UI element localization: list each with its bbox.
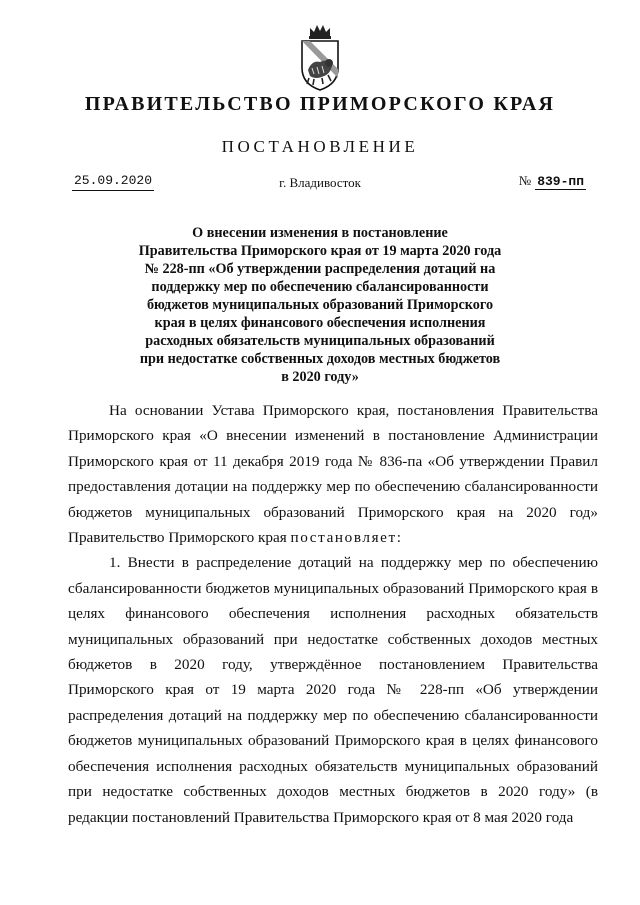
document-number-value: 839-пп bbox=[537, 174, 584, 189]
body-paragraph-1 bbox=[68, 398, 598, 550]
document-date: 25.09.2020 bbox=[72, 172, 154, 191]
heading-line: О внесении изменения в постановление bbox=[192, 225, 448, 241]
document-body bbox=[68, 398, 598, 830]
document-type: ПОСТАНОВЛЕНИЕ bbox=[221, 137, 419, 156]
body-paragraph-2: 1. Внести в распределение дотаций на поддержку мер по обеспечению сбалансированности бюджетов муниципальных образований Приморского края в целях финансового обеспечения исполнения расходных обязательств муниципальных образований при недостатке собственных доходов местных бюджетов в 2020 году, утверждённое постановлением Правительства Приморского края от 19 марта 2020 года № 228-пп «Об утверждении распределения дотаций на поддержку мер по обеспечению сбалансированности бюджетов муниципальных образований Приморского края в целях финансового обеспечения исполнения расходных обязательств муниципальных образований при недостатке собственных доходов местных бюджетов в 2020 году» (в редакции постановлений Правительства Приморского края от 8 мая 2020 года bbox=[68, 554, 598, 826]
heading-line: № 228-пп «Об утверждении распределения дотаций на bbox=[144, 261, 496, 277]
paragraph-1-text: На основании Устава Приморского края, постановления Правительства Приморского края «О внесении изменений в постановление Администрации Приморского края от 11 декабря 2019 года № 836-па «Об утверждении Правил предоставления дотации на поддержку мер по обеспечению сбалансированности бюджетов муниципальных образований Приморского края на 2020 год» Правительство Приморского края bbox=[68, 402, 598, 547]
document-heading bbox=[100, 224, 540, 386]
decree-keyword: постановляет: bbox=[290, 529, 403, 547]
heading-line: расходных обязательств муниципальных образований bbox=[145, 333, 495, 349]
heading-line: Правительства Приморского края от 19 марта 2020 года bbox=[138, 243, 502, 259]
organization-title: ПРАВИТЕЛЬСТВО ПРИМОРСКОГО КРАЯ bbox=[84, 93, 556, 115]
heading-line: при недостатке собственных доходов местных бюджетов bbox=[139, 351, 501, 367]
document-number-label: № bbox=[518, 173, 532, 188]
heading-line: в 2020 году» bbox=[281, 369, 359, 385]
heading-line: края в целях финансового обеспечения исполнения bbox=[154, 315, 486, 331]
document-number bbox=[519, 172, 586, 191]
coat-of-arms-icon bbox=[298, 22, 342, 92]
document-city: г. Владивосток bbox=[279, 175, 361, 190]
heading-line: поддержку мер по обеспечению сбалансированности bbox=[151, 279, 489, 295]
heading-line: бюджетов муниципальных образований Приморского bbox=[146, 297, 494, 313]
